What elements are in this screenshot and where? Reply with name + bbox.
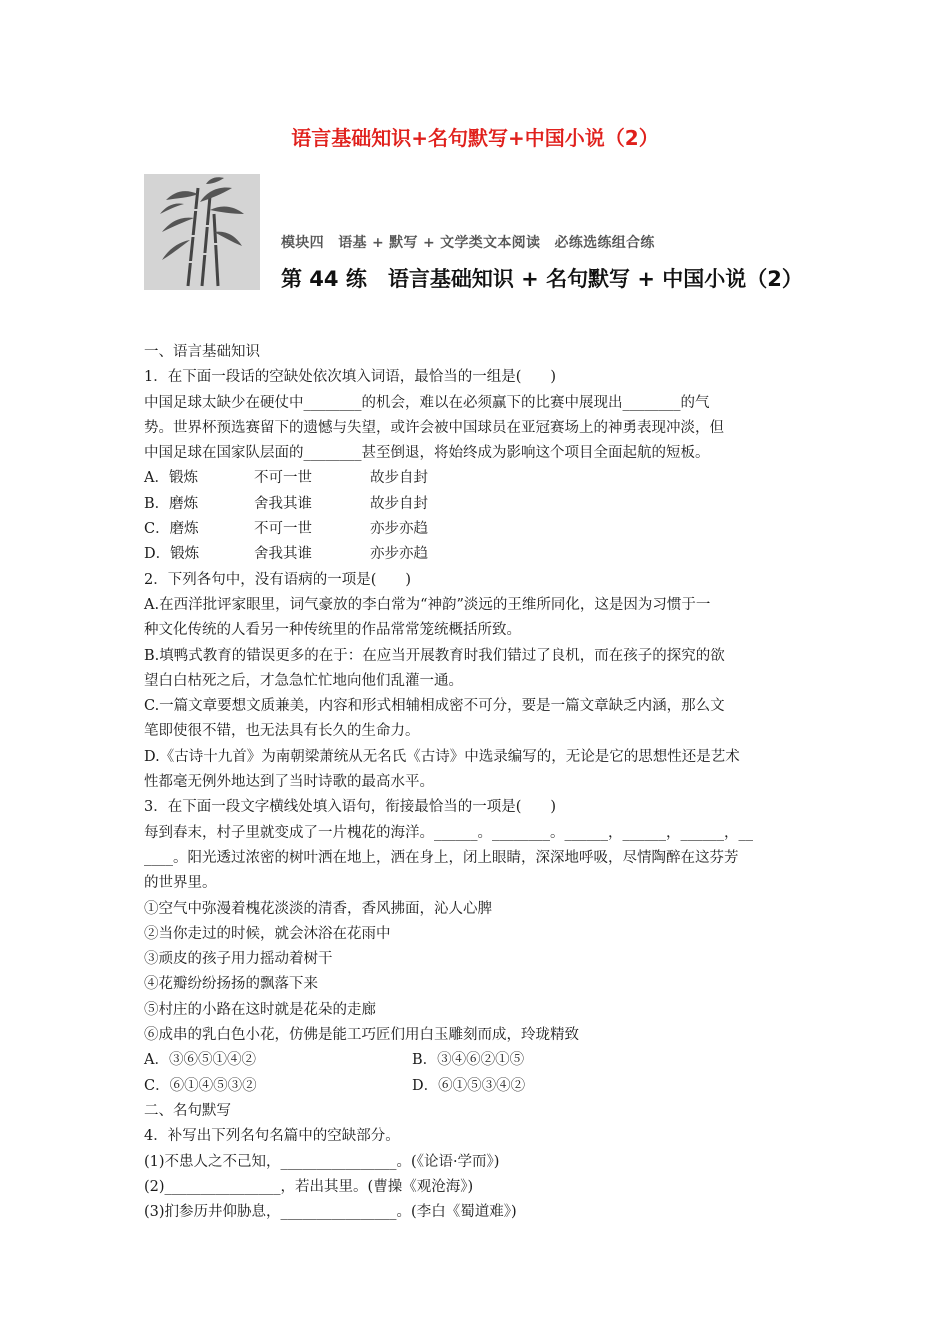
option-word: 故步自封: [370, 495, 428, 512]
answer-option-row: [144, 1074, 809, 1099]
sentence-item: ①空气中弥漫着槐花淡淡的清香，香风拂面，沁人心脾: [144, 900, 492, 917]
question-paragraph-line: ____。阳光透过浓密的树叶洒在地上，洒在身上，闭上眼睛，深深地呼吸，尽情陶醉在这芬芳: [144, 849, 739, 866]
option-text-line: A.在西洋批评家眼里，词气豪放的李白常为“神韵”淡远的王维所同化，这是因为习惯于一: [144, 596, 711, 613]
option-word: B．磨炼: [144, 495, 199, 512]
option-text-line: B.填鸭式教育的错误更多的在于：在应当开展教育时我们错过了良机，而在孩子的探究的欲: [144, 647, 725, 664]
answer-option-row: [144, 1048, 809, 1073]
answer-option: [144, 542, 809, 567]
sentence-item: ⑤村庄的小路在这时就是花朵的走廊: [144, 1001, 376, 1018]
sentence-item: ③顽皮的孩子用力摇动着树干: [144, 951, 333, 968]
option-word: 舍我其谁: [254, 546, 312, 563]
sentence-item: ②当你走过的时候，就会沐浴在花雨中: [144, 925, 391, 942]
question-paragraph-line: 中国足球在国家队层面的________甚至倒退，将始终成为影响这个项目全面起航的短板。: [144, 445, 710, 462]
option-text-line: 种文化传统的人看另一种传统里的作品常常笼统概括所致。: [144, 622, 521, 639]
fill-in-line: (2)________________，若出其里。(曹操《观沧海》): [144, 1178, 474, 1195]
question-paragraph-line: 的世界里。: [144, 875, 217, 892]
answer-option: [144, 517, 809, 542]
option-text-line: 望白白枯死之后，才急急忙忙地向他们乱灌一通。: [144, 672, 463, 689]
option-text-line: D.《古诗十九首》为南朝梁萧统从无名氏《古诗》中选录编写的，无论是它的思想性还是艺术: [144, 748, 740, 765]
option-word: 亦步亦趋: [370, 546, 428, 563]
fill-in-line: (1)不患人之不己知，________________。(《论语·学而》): [144, 1153, 500, 1170]
option-word: 不可一世: [254, 521, 312, 538]
bamboo-illustration: [144, 174, 260, 290]
option-word: C．磨炼: [144, 521, 199, 538]
answer-option: A．③⑥⑤①④②: [144, 1052, 256, 1069]
question-paragraph-line: 势。世界杯预选赛留下的遗憾与失望，或许会被中国球员在亚冠赛场上的神勇表现冲淡，但: [144, 419, 724, 436]
module-heading: 模块四 语基 + 默写 + 文学类文本阅读 必练选练组合练: [281, 235, 655, 251]
answer-option: [144, 466, 809, 491]
section-heading: 一、语言基础知识: [144, 344, 260, 360]
option-word: 故步自封: [370, 470, 428, 487]
option-word: 亦步亦趋: [370, 521, 428, 538]
answer-option: C．⑥①④⑤③②: [144, 1077, 257, 1094]
option-text-line: 笔即使很不错，也无法具有长久的生命力。: [144, 723, 420, 740]
question-stem: 4．补写出下列名句名篇中的空缺部分。: [144, 1128, 400, 1145]
option-word: A．锻炼: [144, 470, 198, 487]
lesson-heading: 第 44 练 语言基础知识 + 名句默写 + 中国小说（2）: [281, 267, 803, 291]
sentence-item: ⑥成串的乳白色小花，仿佛是能工巧匠们用白玉雕刻而成，玲珑精致: [144, 1027, 579, 1044]
fill-in-line: (3)扪参历井仰胁息，________________。(李白《蜀道难》): [144, 1204, 517, 1221]
question-paragraph-line: 每到春末，村子里就变成了一片槐花的海洋。______。________。______，______，______，__: [144, 824, 753, 841]
option-word: 舍我其谁: [254, 495, 312, 512]
answer-option: [144, 492, 809, 517]
sentence-item: ④花瓣纷纷扬扬的飘落下来: [144, 976, 318, 993]
question-stem: 1．在下面一段话的空缺处依次填入词语，最恰当的一组是( ): [144, 369, 557, 386]
document-title: 语言基础知识+名句默写+中国小说（2）: [291, 126, 659, 150]
question-stem: 3．在下面一段文字横线处填入语句，衔接最恰当的一项是( ): [144, 799, 557, 816]
option-word: 不可一世: [254, 470, 312, 487]
option-text-line: 性都毫无例外地达到了当时诗歌的最高水平。: [144, 774, 434, 791]
answer-option: D．⑥①⑤③④②: [412, 1077, 526, 1094]
option-word: D．锻炼: [144, 546, 200, 563]
question-paragraph-line: 中国足球太缺少在硬仗中________的机会，难以在必须赢下的比赛中展现出________的气: [144, 394, 710, 411]
bamboo-icon: [144, 174, 260, 290]
question-stem: 2．下列各句中，没有语病的一项是( ): [144, 571, 412, 588]
section-heading: 二、名句默写: [144, 1102, 231, 1119]
answer-option: B．③④⑥②①⑤: [412, 1052, 525, 1069]
exercise-content: [144, 340, 809, 1225]
option-text-line: C.一篇文章要想文质兼美，内容和形式相辅相成密不可分，要是一篇文章缺乏内涵，那么文: [144, 698, 725, 715]
